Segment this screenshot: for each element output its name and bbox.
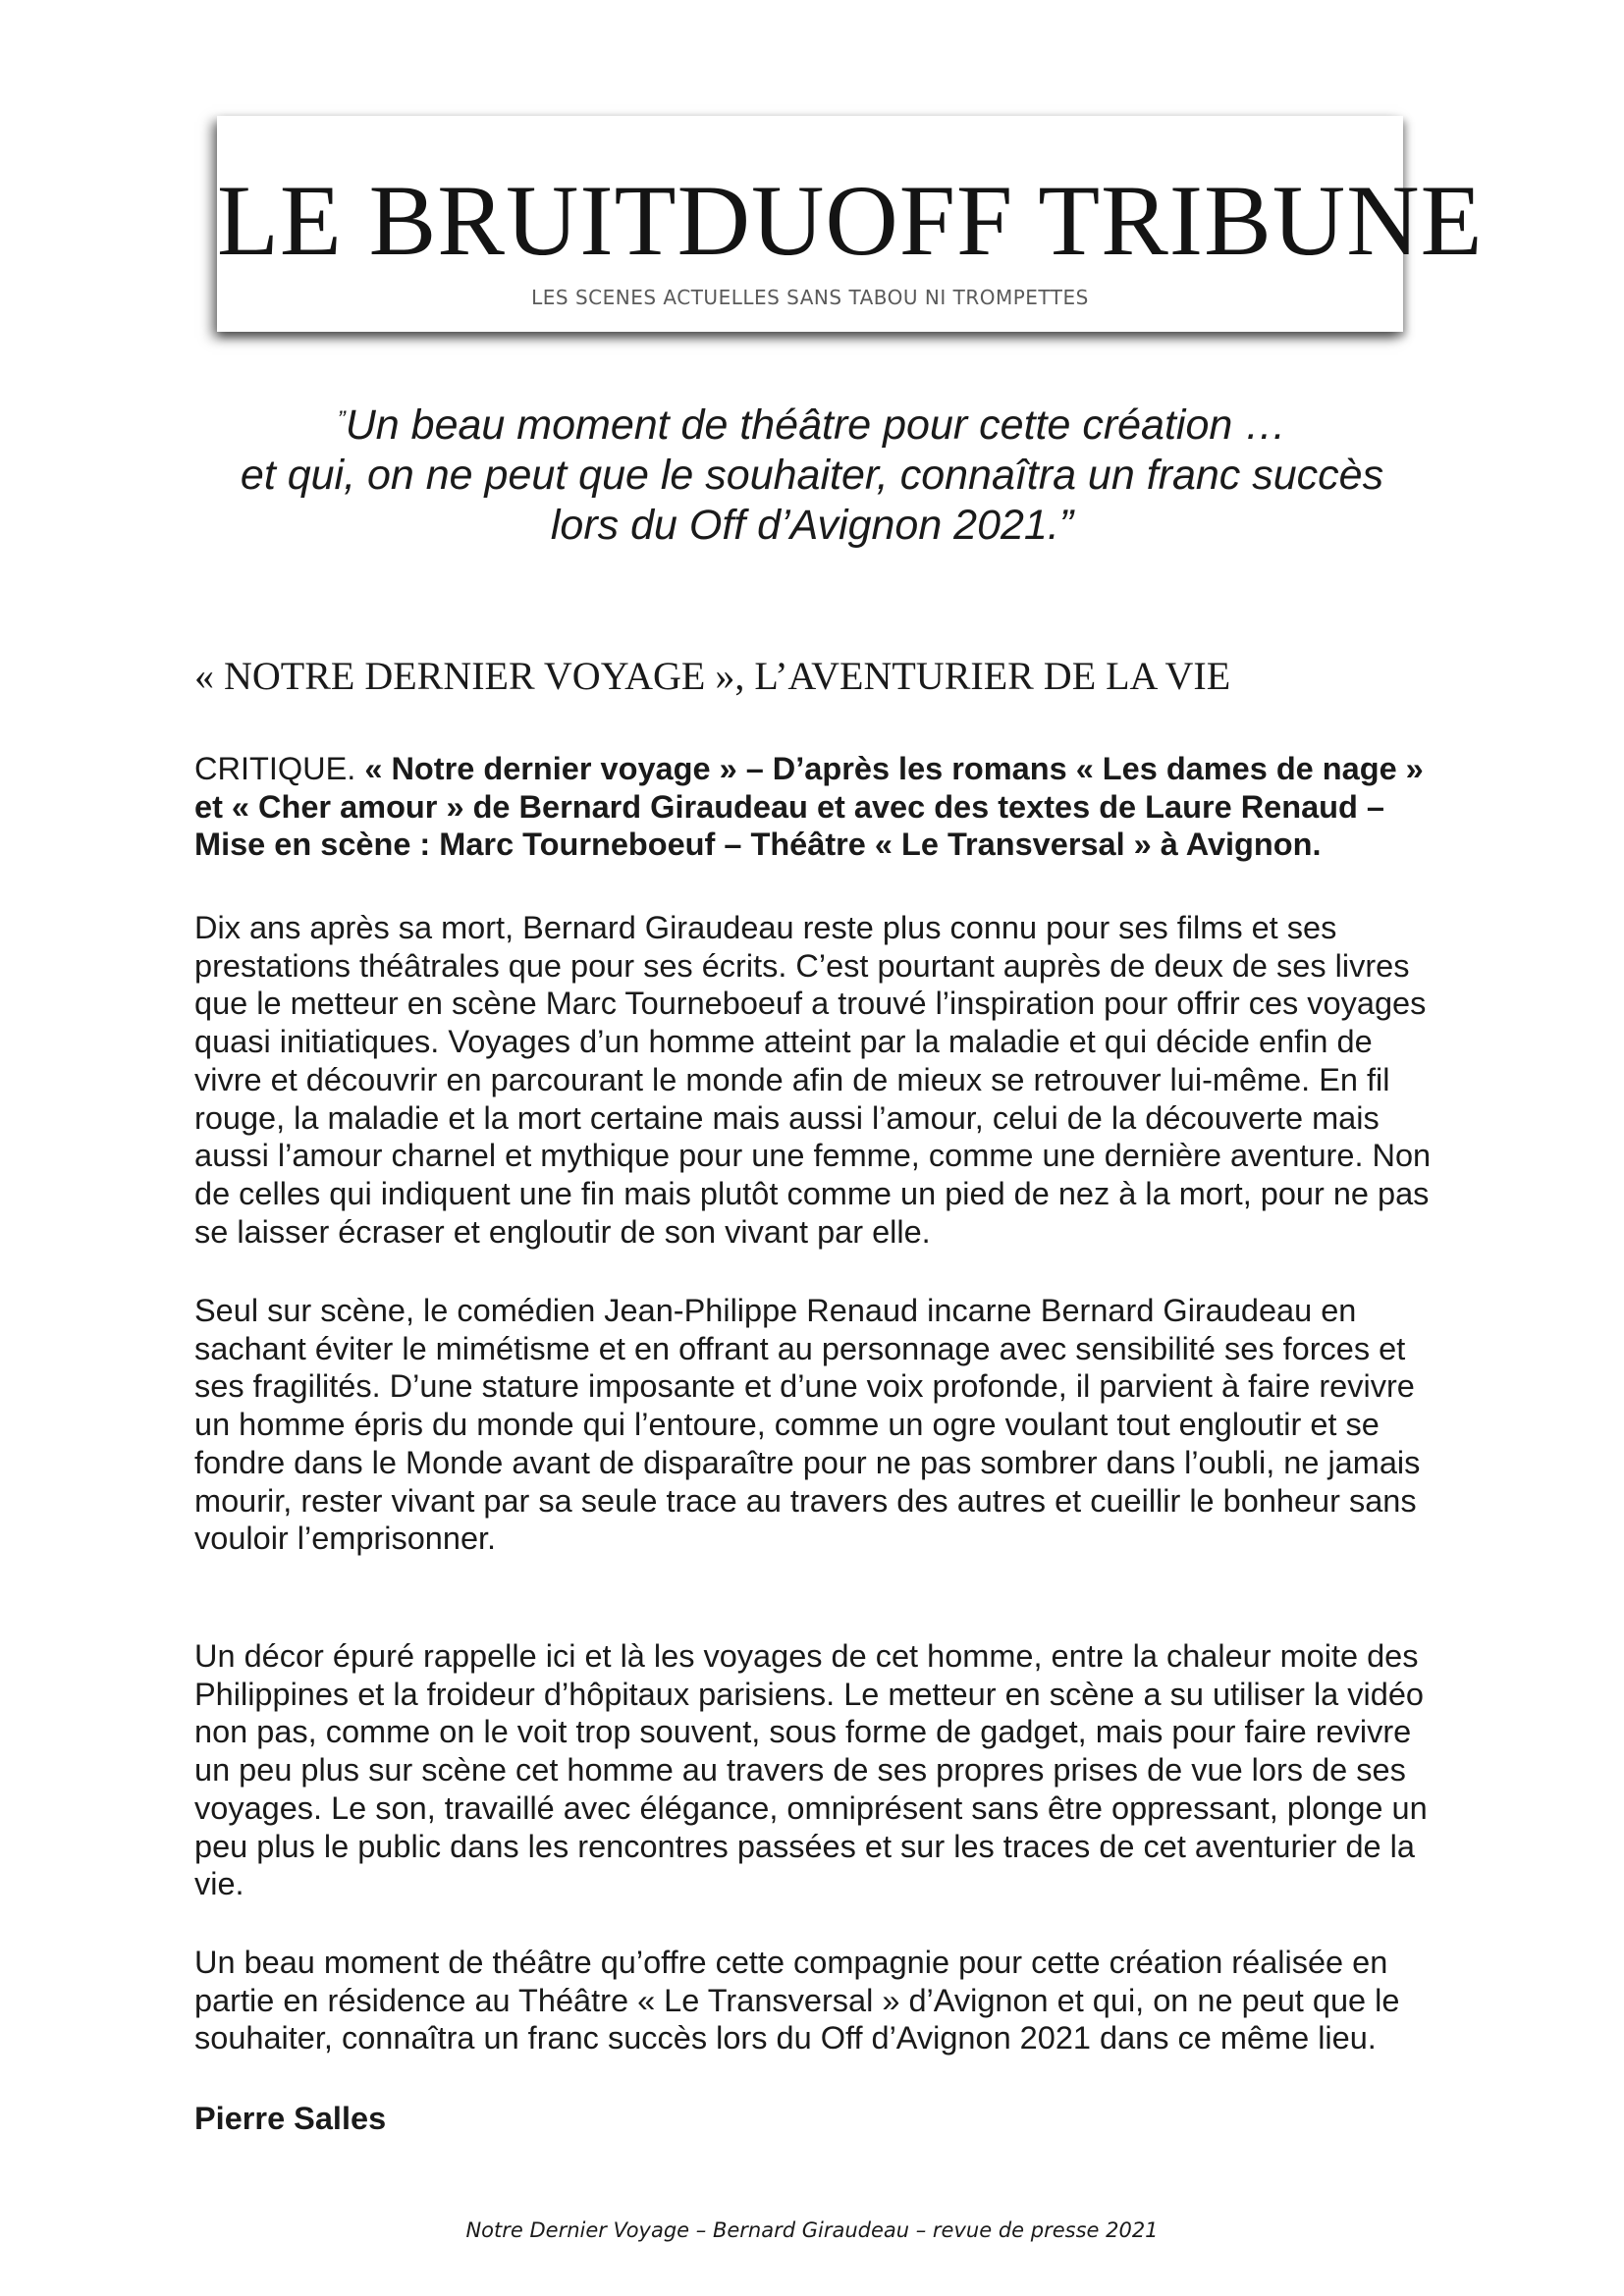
paragraph-line: non pas, comme on le voit trop souvent, sous forme de gadget, mais pour faire revivre xyxy=(194,1714,1412,1750)
paragraph-line: se laisser écraser et engloutir de son vivant par elle. xyxy=(194,1213,931,1250)
article-paragraph xyxy=(194,909,1461,1251)
paragraph-line: ses fragilités. D’une stature imposante et d’une voix profonde, il parvient à faire revivre xyxy=(194,1368,1415,1405)
paragraph-line: fondre dans le Monde avant de disparaître pour ne pas sombrer dans l’oubli, ne jamais xyxy=(194,1444,1421,1480)
paragraph-line: voyages. Le son, travaillé avec élégance, omniprésent sans être oppressant, plonge un xyxy=(194,1789,1428,1826)
critique-line xyxy=(194,750,1461,788)
masthead-title: LE BRUITDUOFF TRIBUNE xyxy=(217,165,1484,277)
pull-quote xyxy=(147,395,1477,551)
article-headline: « NOTRE DERNIER VOYAGE », L’AVENTURIER DE LA VIE xyxy=(194,654,1231,698)
article-paragraph xyxy=(194,1944,1461,2057)
paragraph-line: que le metteur en scène Marc Tourneboeuf a trouvé l’inspiration pour offrir ces voyages xyxy=(194,986,1427,1022)
paragraph-line: Seul sur scène, le comédien Jean-Philippe Renaud incarne Bernard Giraudeau en xyxy=(194,1293,1357,1328)
paragraph-line: mourir, rester vivant par sa seule trace au travers des autres et cueillir le bonheur sans xyxy=(194,1482,1417,1519)
paragraph-line: rouge, la maladie et la mort certaine mais aussi l’amour, celui de la découverte mais xyxy=(194,1099,1380,1136)
paragraph-line: Un beau moment de théâtre qu’offre cette compagnie pour cette création réalisée en xyxy=(194,1945,1388,1980)
page-footer: Notre Dernier Voyage – Bernard Giraudeau – revue de presse 2021 xyxy=(465,2218,1159,2242)
paragraph-line: vivre et découvrir en parcourant le monde afin de mieux se retrouver lui-même. En fil xyxy=(194,1061,1390,1097)
pull-quote-line xyxy=(147,395,1477,451)
paragraph-line: souhaiter, connaîtra un franc succès lors du Off d’Avignon 2021 dans ce même lieu. xyxy=(194,2020,1377,2056)
pull-quote-open-mark: ” xyxy=(337,406,346,433)
pull-quote-line: lors du Off d’Avignon 2021.” xyxy=(550,502,1074,549)
paragraph-line: un peu plus sur scène cet homme au travers de ses propres prises de vue lors de ses xyxy=(194,1752,1406,1789)
paragraph-line: vie. xyxy=(194,1866,244,1902)
article-paragraph xyxy=(194,1292,1461,1558)
paragraph-line: Dix ans après sa mort, Bernard Giraudeau reste plus connu pour ses films et ses xyxy=(194,910,1337,945)
pull-quote-line: et qui, on ne peut que le souhaiter, connaîtra un franc succès xyxy=(240,452,1384,499)
masthead-logo xyxy=(217,116,1484,332)
critique-line: Mise en scène : Marc Tourneboeuf – Théâtre « Le Transversal » à Avignon. xyxy=(194,827,1322,863)
critique-line: et « Cher amour » de Bernard Giraudeau et avec des textes de Laure Renaud – xyxy=(194,788,1384,825)
author-signature: Pierre Salles xyxy=(194,2101,387,2136)
article-paragraph xyxy=(194,1637,1461,1903)
paragraph-line: sachant éviter le mimétisme et en offrant au personnage avec sensibilité ses forces et xyxy=(194,1330,1406,1366)
paragraph-line: aussi l’amour charnel et mythique pour une femme, comme une dernière aventure. Non xyxy=(194,1138,1432,1174)
pull-quote-line-text: Un beau moment de théâtre pour cette création … xyxy=(345,401,1287,449)
critique-intro xyxy=(194,750,1461,864)
critique-label: CRITIQUE. xyxy=(194,751,365,786)
paragraph-line: prestations théâtrales que pour ses écrits. C’est pourtant auprès de deux de ses livres xyxy=(194,947,1410,984)
paragraph-line: vouloir l’emprisonner. xyxy=(194,1521,497,1557)
paragraph-line: Philippines et la froideur d’hôpitaux parisiens. Le metteur en scène a su utiliser la vidéo xyxy=(194,1676,1424,1712)
paragraph-line: quasi initiatiques. Voyages d’un homme atteint par la maladie et qui décide enfin de xyxy=(194,1024,1373,1060)
paragraph-line: Un décor épuré rappelle ici et là les voyages de cet homme, entre la chaleur moite des xyxy=(194,1638,1419,1674)
critique-bold-text: « Notre dernier voyage » – D’après les romans « Les dames de nage » xyxy=(364,751,1424,786)
paragraph-line: partie en résidence au Théâtre « Le Transversal » d’Avignon et qui, on ne peut que le xyxy=(194,1982,1400,2018)
masthead-subtitle: LES SCENES ACTUELLES SANS TABOU NI TROMPETTES xyxy=(531,286,1089,309)
paragraph-line: peu plus le public dans les rencontres passées et sur les traces de cet aventurier de la xyxy=(194,1828,1415,1864)
paragraph-line: un homme épris du monde qui l’entoure, comme un ogre voulant tout engloutir et se xyxy=(194,1407,1380,1443)
paragraph-line: de celles qui indiquent une fin mais plutôt comme un pied de nez à la mort, pour ne pas xyxy=(194,1175,1430,1211)
